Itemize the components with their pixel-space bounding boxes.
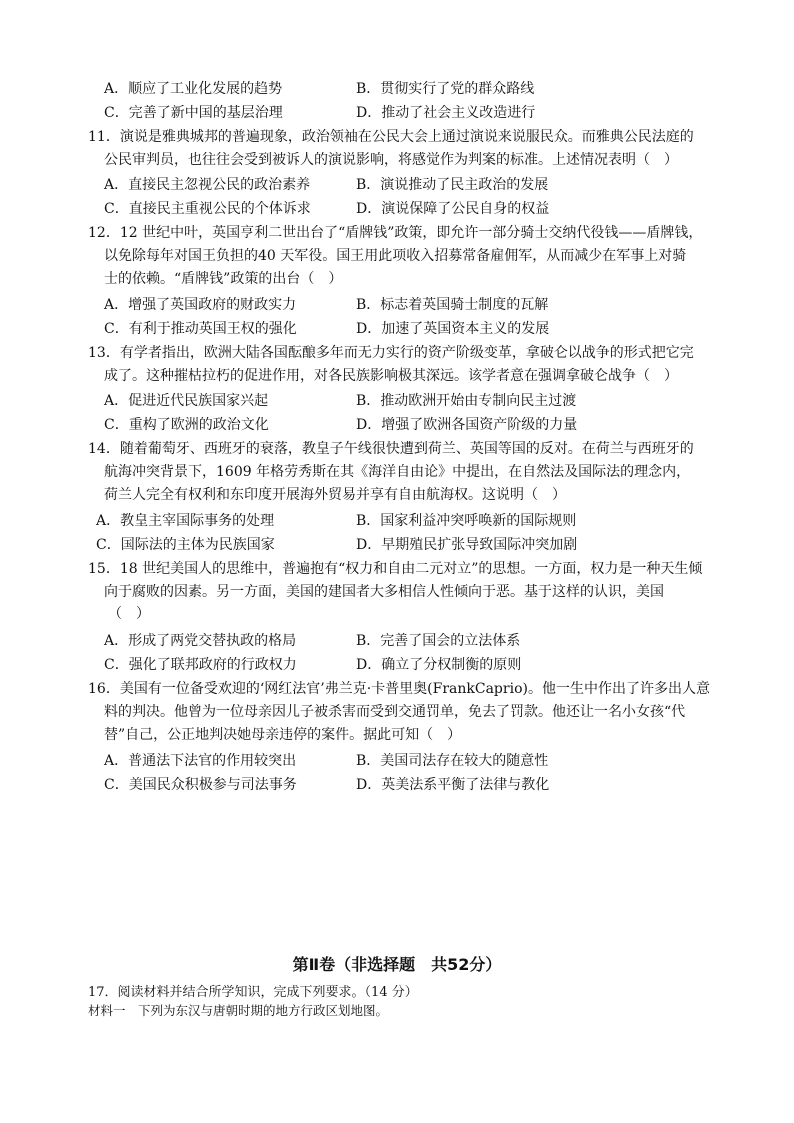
q10-option-d: D．推动了社会主义改造进行 [356,105,536,121]
q11-option-a: A．直接民主忽视公民的政治素养 [104,177,311,193]
q13-option-b: B．推动欧洲开始由专制向民主过渡 [356,393,577,409]
q16-stem-line-3: 替”自己，公正地判决她母亲违停的案件。据此可知（ ） [104,727,462,743]
q11-option-c: C．直接民主重视公民的个体诉求 [104,201,311,217]
q14-stem-line-3: 荷兰人完全有权利和东印度开展海外贸易并享有自由航海权。这说明（ ） [104,487,566,503]
q13-stem-line-1: 13．有学者指出，欧洲大陆各国酝酿多年而无力实行的资产阶级变革，拿破仑以战争的形式把它完 [88,345,694,361]
q16-stem-line-1: 16．美国有一位备受欢迎的‘网红法官’弗兰克·卡普里奥(FrankCaprio)。他一生中作出了许多出人意 [88,681,710,697]
q12-option-a: A．增强了英国政府的财政实力 [104,297,297,313]
q16-stem-line-2: 料的判决。他曾为一位母亲因儿子被杀害而受到交通罚单，免去了罚款。他还让一名小女孩“代 [104,704,686,720]
section-2-title: 第Ⅱ卷（非选择题 共52分） [292,955,502,974]
q15-stem-line-1: 15．18 世纪美国人的思维中，普遍抱有“权力和自由二元对立”的思想。一方面，权力是一种天生倾 [88,561,703,577]
q16-option-c: C．美国民众积极参与司法事务 [104,777,297,793]
q12-option-d: D．加速了英国资本主义的发展 [356,321,550,337]
q15-option-d: D．确立了分权制衡的原则 [356,657,522,673]
q13-option-c: C．重构了欧洲的政治文化 [104,417,269,433]
q12-stem-line-3: 士的依赖。“盾牌钱”政策的出台（ ） [104,271,343,287]
q14-option-b: B．国家利益冲突呼唤新的国际规则 [356,513,577,529]
q14-option-a: A．教皇主宰国际事务的处理 [96,513,275,529]
q11-stem-line-2: 公民审判员，也往往会受到被诉人的演说影响，将感觉作为判案的标准。上述情况表明（ ） [104,152,678,168]
q14-stem-line-2: 航海冲突背景下，1609 年格劳秀斯在其《海洋自由论》中提出，在自然法及国际法的理念内， [104,464,691,480]
q11-option-d: D．演说保障了公民自身的权益 [356,201,550,217]
q16-option-a: A．普通法下法官的作用较突出 [104,753,297,769]
q11-stem-line-1: 11．演说是雅典城邦的普遍现象，政治领袖在公民大会上通过演说来说服民众。而雅典公民法庭的 [88,129,694,145]
q12-option-c: C．有利于推动英国王权的强化 [104,321,297,337]
q11-option-b: B．演说推动了民主政治的发展 [356,177,549,193]
q17-stem: 17．阅读材料并结合所学知识，完成下列要求。（14 分） [88,985,418,1000]
q10-option-b: B．贯彻实行了党的群众路线 [356,81,535,97]
q13-option-d: D．增强了欧洲各国资产阶级的力量 [356,417,578,433]
q13-option-a: A．促进近代民族国家兴起 [104,393,269,409]
q10-option-c: C．完善了新中国的基层治理 [104,105,283,121]
q17-material-1: 材料一 下列为东汉与唐朝时期的地方行政区划地图。 [88,1003,389,1018]
q16-option-b: B．美国司法存在较大的随意性 [356,753,549,769]
q15-option-c: C．强化了联邦政府的行政权力 [104,657,297,673]
q15-stem-line-2: 向于腐败的因素。另一方面，美国的建国者大多相信人性倾向于恶。基于这样的认识，美国 [104,584,664,600]
q12-stem-line-2: 以免除每年对国王负担的40 天军役。国王用此项收入招募常备雇佣军，从而减少在军事上对骑 [104,248,687,264]
q14-stem-line-1: 14．随着葡萄牙、西班牙的衰落，教皇子午线很快遭到荷兰、英国等国的反对。在荷兰与西班牙的 [88,441,694,457]
q15-option-a: A．形成了两党交替执政的格局 [104,633,297,649]
q10-option-a: A．顺应了工业化发展的趋势 [104,81,283,97]
q15-option-b: B．完善了国会的立法体系 [356,633,521,649]
q14-option-c: C．国际法的主体为民族国家 [96,537,275,553]
q15-stem-line-3: （ ） [108,606,150,622]
q16-option-d: D．英美法系平衡了法律与教化 [356,777,550,793]
q14-option-d: D．早期殖民扩张导致国际冲突加剧 [356,537,578,553]
q12-stem-line-1: 12．12 世纪中叶，英国亨利二世出台了“盾牌钱”政策，即允许一部分骑士交纳代役钱——盾牌钱， [88,225,703,241]
q13-stem-line-2: 成了。这种摧枯拉朽的促进作用，对各民族影响极其深远。该学者意在强调拿破仑战争（ ） [104,368,678,384]
q12-option-b: B．标志着英国骑士制度的瓦解 [356,297,549,313]
